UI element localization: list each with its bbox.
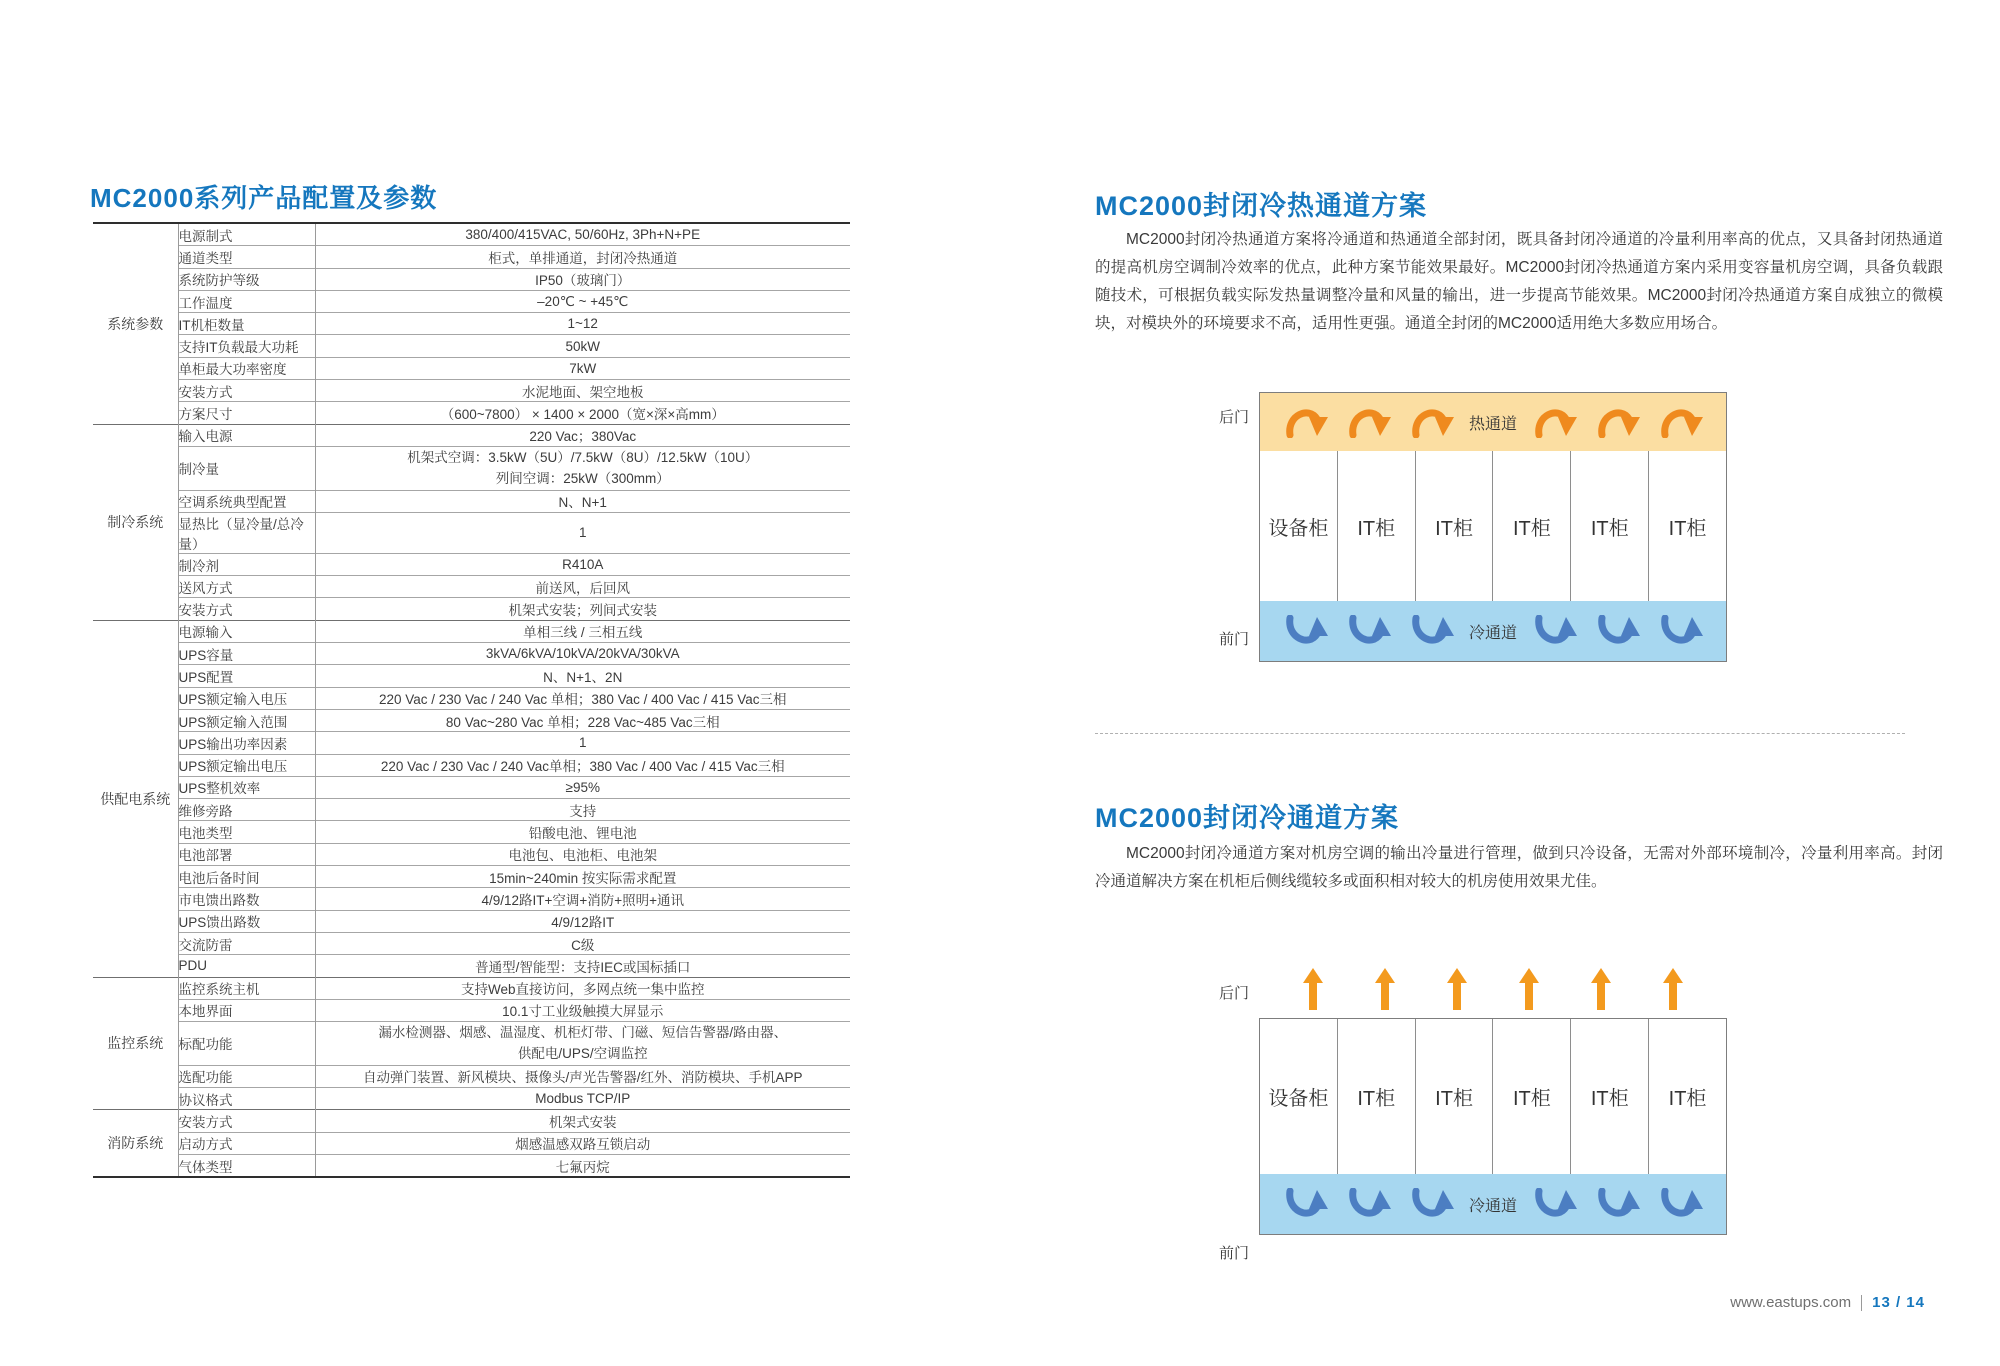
- cold-aisle-diagram: [1218, 966, 1727, 1262]
- cabinet-cell: IT柜: [1571, 451, 1649, 601]
- spec-label-cell: 支持IT负载最大功耗: [178, 335, 315, 357]
- back-door-label: 后门: [1218, 985, 1249, 1002]
- spec-label-cell: UPS输出功率因素: [178, 732, 315, 754]
- spec-value-cell: 80 Vac~280 Vac 单相；228 Vac~485 Vac三相: [315, 709, 850, 731]
- spec-row: [93, 424, 850, 446]
- spec-row: [93, 357, 850, 379]
- up-airflow-arrow-icon: [1519, 968, 1539, 1010]
- spec-row: [93, 999, 850, 1021]
- diagram-frame: [1259, 392, 1727, 662]
- spec-label-cell: 制冷量: [178, 446, 315, 490]
- section-divider: [1095, 733, 1905, 734]
- spec-row: [93, 932, 850, 954]
- cabinet-cell: IT柜: [1571, 1019, 1649, 1174]
- spec-value-cell: 机架式安装；列间式安装: [315, 598, 850, 620]
- up-airflow-arrow-icon: [1447, 968, 1467, 1010]
- spec-row: [93, 776, 850, 798]
- spec-label-cell: 安装方式: [178, 1110, 315, 1132]
- up-airflow-arrow-icon: [1303, 968, 1323, 1010]
- cabinet-cell: IT柜: [1668, 1088, 1707, 1110]
- spec-row: [93, 576, 850, 598]
- spec-value-cell: 220 Vac / 230 Vac / 240 Vac 单相；380 Vac / 400 Vac / 415 Vac三相: [315, 687, 850, 709]
- spec-value-cell: 3kVA/6kVA/10kVA/20kVA/30kVA: [315, 643, 850, 665]
- spec-row: [93, 709, 850, 731]
- spec-value-cell: 1~12: [315, 313, 850, 335]
- cold-airflow-arrow-icon: [1347, 1188, 1391, 1220]
- spec-value-cell: R410A: [315, 553, 850, 575]
- spec-category-cell: 消防系统: [93, 1110, 178, 1177]
- spec-value-cell: 单相三线 / 三相五线: [315, 620, 850, 642]
- cabinet-cell: IT柜: [1493, 451, 1571, 601]
- spec-label-cell: 空调系统典型配置: [178, 490, 315, 512]
- spec-row: [93, 553, 850, 575]
- hot-airflow-arrow-icon: [1659, 406, 1703, 438]
- up-airflow-arrow-icon: [1663, 968, 1683, 1010]
- section1-title: MC2000封闭冷热通道方案: [1095, 191, 1428, 221]
- spec-label-cell: 安装方式: [178, 380, 315, 402]
- back-door-label: 后门: [1218, 409, 1249, 426]
- spec-label-cell: UPS额定输入电压: [178, 687, 315, 709]
- spec-row: [93, 223, 850, 246]
- spec-value-cell: 220 Vac / 230 Vac / 240 Vac单相；380 Vac / 400 Vac / 415 Vac三相: [315, 754, 850, 776]
- spec-row: [93, 380, 850, 402]
- spec-row: [93, 888, 850, 910]
- spec-value-cell: Modbus TCP/IP: [315, 1087, 850, 1109]
- cabinet-row: [1260, 1019, 1726, 1174]
- spec-category-cell: 监控系统: [93, 977, 178, 1110]
- footer-separator: [1861, 1295, 1862, 1311]
- spec-row: [93, 687, 850, 709]
- spec-label-cell: 制冷剂: [178, 553, 315, 575]
- spec-label-cell: 送风方式: [178, 576, 315, 598]
- spec-value-cell: [315, 446, 850, 490]
- hot-aisle-label: 热通道: [1469, 415, 1518, 433]
- spec-row: [93, 843, 850, 865]
- spec-value-cell: 10.1寸工业级触摸大屏显示: [315, 999, 850, 1021]
- spec-label-cell: 本地界面: [178, 999, 315, 1021]
- front-door-label: 前门: [1218, 1245, 1249, 1262]
- spec-label-cell: 协议格式: [178, 1087, 315, 1109]
- cabinet-cell: IT柜: [1416, 1019, 1494, 1174]
- spec-row: [93, 620, 850, 642]
- spec-row: [93, 313, 850, 335]
- spec-row: [93, 1110, 850, 1132]
- spec-label-cell: 单柜最大功率密度: [178, 357, 315, 379]
- spec-row: [93, 446, 850, 490]
- front-door-label: 前门: [1218, 631, 1249, 648]
- spec-label-cell: 工作温度: [178, 290, 315, 312]
- cabinet-cell: IT柜: [1416, 451, 1494, 601]
- spec-label-cell: 电源输入: [178, 620, 315, 642]
- spec-row: [93, 754, 850, 776]
- spec-row: [93, 402, 850, 424]
- cabinet-cell: 设备柜: [1260, 451, 1338, 601]
- spec-label-cell: UPS整机效率: [178, 776, 315, 798]
- spec-row: [93, 1154, 850, 1177]
- cold-airflow-arrow-icon: [1410, 615, 1454, 647]
- spec-label-cell: 电源制式: [178, 223, 315, 246]
- spec-row: [93, 643, 850, 665]
- spec-value-line: 漏水检测器、烟感、温湿度、机柜灯带、门磁、短信告警器/路由器、: [378, 1025, 788, 1041]
- cold-aisle-label: 冷通道: [1469, 1197, 1518, 1215]
- spec-row: [93, 1065, 850, 1087]
- spec-row: [93, 1022, 850, 1066]
- spec-category-cell: 供配电系统: [93, 620, 178, 977]
- section2-paragraph: MC2000封闭冷通道方案对机房空调的输出冷量进行管理，做到只冷设备，无需对外部环境制冷，冷量利用率高。封闭冷通道解决方案在机柜后侧线缆较多或面积相对较大的机房使用效果尤佳。: [1095, 845, 1943, 890]
- spec-label-cell: UPS额定输入范围: [178, 709, 315, 731]
- exhaust-arrow-row: [1259, 966, 1727, 1010]
- spec-label-cell: 系统防护等级: [178, 268, 315, 290]
- cold-aisle-band: [1260, 1174, 1726, 1234]
- spec-value-line: 列间空调：25kW（300mm）: [495, 471, 670, 487]
- spec-row: [93, 490, 850, 512]
- diagram-frame: [1259, 1018, 1727, 1235]
- spec-value-cell: N、N+1: [315, 490, 850, 512]
- spec-label-cell: 气体类型: [178, 1154, 315, 1177]
- spec-value-cell: 普通型/智能型：支持IEC或国标插口: [315, 955, 850, 977]
- spec-value-cell: 机架式安装: [315, 1110, 850, 1132]
- spec-value-cell: IP50（玻璃门）: [315, 268, 850, 290]
- spec-row: [93, 977, 850, 999]
- spec-category-cell: 制冷系统: [93, 424, 178, 620]
- hot-airflow-arrow-icon: [1284, 406, 1328, 438]
- spec-value-cell: 50kW: [315, 335, 850, 357]
- cold-airflow-arrow-icon: [1533, 1188, 1577, 1220]
- spec-row: [93, 512, 850, 553]
- spec-value-cell: 1: [315, 512, 850, 553]
- spec-row: [93, 335, 850, 357]
- spec-row: [93, 598, 850, 620]
- spec-label-cell: 交流防雷: [178, 932, 315, 954]
- spec-label-cell: 安装方式: [178, 598, 315, 620]
- spec-label-cell: 启动方式: [178, 1132, 315, 1154]
- cold-airflow-arrow-icon: [1410, 1188, 1454, 1220]
- spec-value-cell: 支持: [315, 799, 850, 821]
- cold-airflow-arrow-icon: [1659, 615, 1703, 647]
- spec-label-cell: PDU: [178, 955, 315, 977]
- cabinet-cell: IT柜: [1338, 1019, 1416, 1174]
- hot-aisle-band: [1260, 393, 1726, 451]
- cold-airflow-arrow-icon: [1284, 615, 1328, 647]
- section1-paragraph: MC2000封闭冷热通道方案将冷通道和热通道全部封闭，既具备封闭冷通道的冷量利用率高的优点，又具备封闭热通道的提高机房空调制冷效率的优点，此种方案节能效果最好。MC2000封闭冷热通道方案内采用变容量机房空调，具备负载跟随技术，可根据负载实际发热量调整冷量和风量的输出，进一步提高节能效果。MC2000封闭冷热通道方案自成独立的微模块，对模块外的环境要求不高，适用性更强。通道全封闭的MC2000适用绝大多数应用场合。: [1095, 231, 1943, 332]
- spec-value-cell: 220 Vac；380Vac: [315, 424, 850, 446]
- spec-label-cell: 显热比（显冷量/总冷量）: [178, 512, 315, 553]
- spec-value-cell: 4/9/12路IT+空调+消防+照明+通讯: [315, 888, 850, 910]
- page-number: 13 / 14: [1872, 1294, 1925, 1311]
- spec-value-cell: 水泥地面、架空地板: [315, 380, 850, 402]
- spec-value-cell: 柜式，单排通道，封闭冷热通道: [315, 246, 850, 268]
- spec-value-cell: 电池包、电池柜、电池架: [315, 843, 850, 865]
- spec-value-cell: 烟感温感双路互锁启动: [315, 1132, 850, 1154]
- spec-value-cell: [315, 1022, 850, 1066]
- spec-row: [93, 799, 850, 821]
- spec-value-line: 供配电/UPS/空调监控: [517, 1046, 648, 1062]
- spec-row: [93, 866, 850, 888]
- hot-airflow-arrow-icon: [1596, 406, 1640, 438]
- spec-table: [93, 222, 850, 1178]
- spec-value-cell: 7kW: [315, 357, 850, 379]
- spec-label-cell: 电池部署: [178, 843, 315, 865]
- spec-value-cell: 15min~240min 按实际需求配置: [315, 866, 850, 888]
- spec-label-cell: 监控系统主机: [178, 977, 315, 999]
- up-airflow-arrow-icon: [1375, 968, 1395, 1010]
- spec-label-cell: 输入电源: [178, 424, 315, 446]
- section2-title: MC2000封闭冷通道方案: [1095, 803, 1400, 833]
- spec-row: [93, 910, 850, 932]
- spec-label-cell: 市电馈出路数: [178, 888, 315, 910]
- spec-label-cell: UPS馈出路数: [178, 910, 315, 932]
- spec-value-cell: –20℃ ~ +45℃: [315, 290, 850, 312]
- spec-value-cell: 自动弹门装置、新风模块、摄像头/声光告警器/红外、消防模块、手机APP: [315, 1065, 850, 1087]
- spec-value-cell: 380/400/415VAC, 50/60Hz, 3Ph+N+PE: [465, 227, 701, 243]
- spec-row: [93, 821, 850, 843]
- cabinet-cell: IT柜: [1338, 451, 1416, 601]
- spec-value-cell: 前送风，后回风: [315, 576, 850, 598]
- spec-label-cell: UPS额定输出电压: [178, 754, 315, 776]
- spec-value-cell: ≥95%: [315, 776, 850, 798]
- spec-value-line: 机架式空调：3.5kW（5U）/7.5kW（8U）/12.5kW（10U）: [407, 449, 759, 465]
- cold-airflow-arrow-icon: [1284, 1188, 1328, 1220]
- hot-airflow-arrow-icon: [1347, 406, 1391, 438]
- cold-airflow-arrow-icon: [1659, 1188, 1703, 1220]
- spec-label-cell: 标配功能: [178, 1022, 315, 1066]
- cold-airflow-arrow-icon: [1533, 615, 1577, 647]
- cabinet-row: [1260, 451, 1726, 601]
- spec-row: [93, 268, 850, 290]
- hot-cold-aisle-diagram: [1218, 392, 1727, 662]
- spec-label-cell: 电池后备时间: [178, 866, 315, 888]
- spec-label-cell: 维修旁路: [178, 799, 315, 821]
- hot-airflow-arrow-icon: [1533, 406, 1577, 438]
- up-airflow-arrow-icon: [1591, 968, 1611, 1010]
- cold-airflow-arrow-icon: [1596, 615, 1640, 647]
- cabinet-cell: IT柜: [1493, 1019, 1571, 1174]
- cabinet-cell: 设备柜: [1260, 1019, 1338, 1174]
- spec-label-cell: UPS容量: [178, 643, 315, 665]
- cold-aisle-label: 冷通道: [1469, 624, 1518, 642]
- spec-row: [93, 732, 850, 754]
- spec-label-cell: 电池类型: [178, 821, 315, 843]
- spec-label-cell: IT机柜数量: [178, 313, 315, 335]
- spec-value-cell: 铅酸电池、锂电池: [315, 821, 850, 843]
- spec-value-cell: 支持Web直接访问，多网点统一集中监控: [315, 977, 850, 999]
- spec-row: [93, 1087, 850, 1109]
- spec-row: [93, 246, 850, 268]
- spec-value-cell: （600~7800） × 1400 × 2000（宽×深×高mm）: [315, 402, 850, 424]
- spec-label-cell: UPS配置: [178, 665, 315, 687]
- spec-category-cell: 系统参数: [93, 223, 178, 424]
- spec-row: [93, 665, 850, 687]
- spec-value-cell: 4/9/12路IT: [315, 910, 850, 932]
- spec-table-title: MC2000系列产品配置及参数: [90, 183, 438, 213]
- spec-label-cell: 通道类型: [178, 246, 315, 268]
- page-footer: [1730, 1294, 1925, 1311]
- spec-row: [93, 1132, 850, 1154]
- spec-label-cell: 选配功能: [178, 1065, 315, 1087]
- spec-label-cell: 方案尺寸: [178, 402, 315, 424]
- spec-row: [93, 290, 850, 312]
- cold-airflow-arrow-icon: [1596, 1188, 1640, 1220]
- cabinet-cell: IT柜: [1668, 517, 1707, 540]
- website-url: www.eastups.com: [1730, 1294, 1852, 1311]
- cold-aisle-band: [1260, 601, 1726, 661]
- hot-airflow-arrow-icon: [1410, 406, 1454, 438]
- spec-value-cell: N、N+1、2N: [315, 665, 850, 687]
- spec-value-cell: 七氟丙烷: [315, 1154, 850, 1177]
- cold-airflow-arrow-icon: [1347, 615, 1391, 647]
- spec-row: [93, 955, 850, 977]
- spec-value-cell: C级: [315, 932, 850, 954]
- spec-value-cell: 1: [315, 732, 850, 754]
